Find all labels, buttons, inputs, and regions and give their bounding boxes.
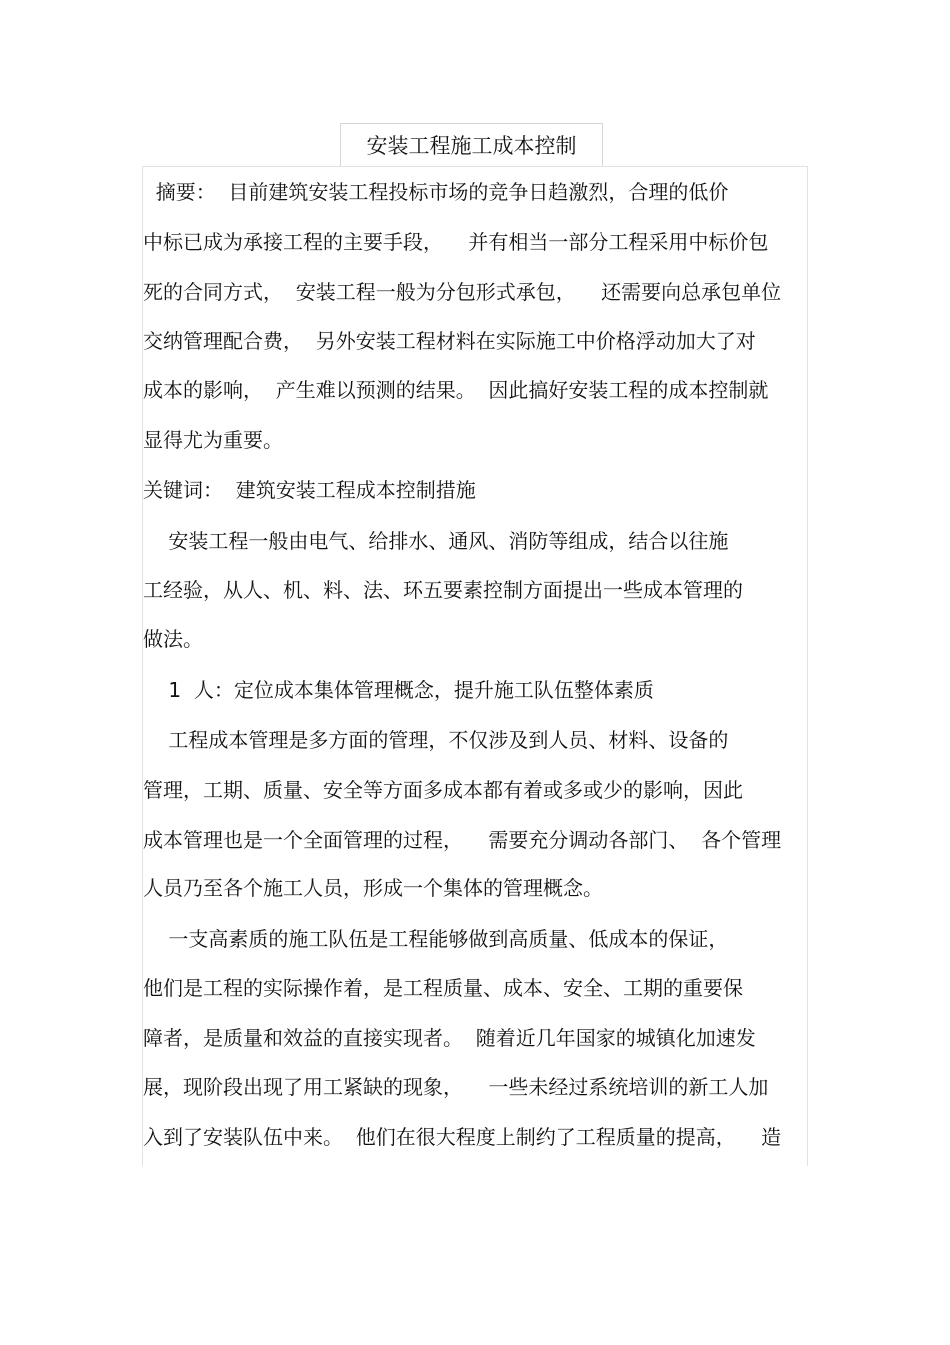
body-line-s1-1: 工程成本管理是多方面的管理，不仅涉及到人员、材料、设备的 [143, 728, 729, 752]
document-title: 安装工程施工成本控制 [366, 134, 577, 158]
body-line-s1-7: 障者，是质量和效益的直接实现者。 随着近几年国家的城镇化加速发 [143, 1026, 756, 1050]
body-line-abstract-6: 显得尤为重要。 [143, 428, 283, 452]
body-line-intro-1: 安装工程一般由电气、给排水、通风、消防等组成，结合以往施 [143, 529, 729, 553]
body-line-abstract-5: 成本的影响， 产生难以预测的结果。 因此搞好安装工程的成本控制就 [143, 378, 769, 402]
body-line-abstract-2: 中标已成为承接工程的主要手段， 并有相当一部分工程采用中标价包 [143, 230, 769, 254]
body-frame [142, 166, 808, 1166]
body-line-s1-2: 管理，工期、质量、安全等方面多成本都有着或多或少的影响，因此 [143, 778, 743, 802]
body-line-s1-4: 人员乃至各个施工人员，形成一个集体的管理概念。 [143, 876, 603, 900]
body-line-s1-5: 一支高素质的施工队伍是工程能够做到高质量、低成本的保证， [143, 927, 729, 951]
body-line-intro-2: 工经验，从人、机、料、法、环五要素控制方面提出一些成本管理的 [143, 578, 743, 602]
body-line-s1-8: 展，现阶段出现了用工紧缺的现象， 一些未经过系统培训的新工人加 [143, 1075, 769, 1099]
body-line-s1-6: 他们是工程的实际操作着，是工程质量、成本、安全、工期的重要保 [143, 976, 743, 1000]
body-line-abstract-4: 交纳管理配合费， 另外安装工程材料在实际施工中价格浮动加大了对 [143, 329, 756, 353]
body-line-intro-3: 做法。 [143, 627, 203, 651]
section-heading-1: 1 人：定位成本集体管理概念，提升施工队伍整体素质 [143, 678, 654, 702]
body-line-abstract-3: 死的合同方式， 安装工程一般为分包形式承包， 还需要向总承包单位 [143, 280, 782, 304]
body-line-s1-3: 成本管理也是一个全面管理的过程， 需要充分调动各部门、 各个管理 [143, 828, 782, 852]
body-line-abstract-1: 摘要： 目前建筑安装工程投标市场的竞争日趋激烈，合理的低价 [143, 180, 729, 204]
keywords-line: 关键词： 建筑安装工程成本控制措施 [143, 478, 476, 502]
body-line-s1-9: 入到了安装队伍中来。 他们在很大程度上制约了工程质量的提高， 造 [143, 1125, 782, 1149]
